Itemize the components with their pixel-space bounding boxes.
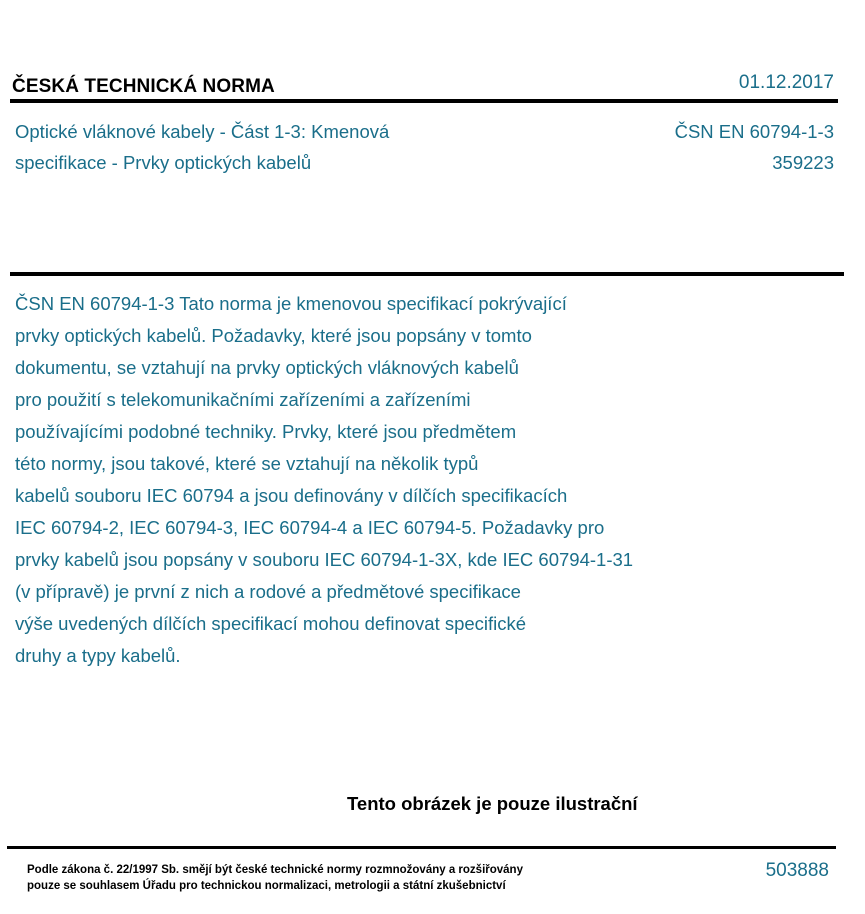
abstract-line: kabelů souboru IEC 60794 a jsou definovány v dílčích specifikacích [15, 485, 568, 506]
classification-code: 359223 [772, 152, 834, 173]
document-identifiers [675, 116, 834, 178]
legal-notice-line: pouze se souhlasem Úřadu pro technickou normalizaci, metrologii a státní zkušebnictví [27, 880, 506, 892]
norm-header-title: ČESKÁ TECHNICKÁ NORMA [12, 76, 275, 97]
bottom-divider [7, 846, 836, 849]
abstract-text [15, 288, 775, 672]
abstract-line: této normy, jsou takové, které se vztahují na několik typů [15, 453, 479, 474]
abstract-line: (v přípravě) je první z nich a rodové a předmětové specifikace [15, 581, 521, 602]
catalog-number: 503888 [765, 860, 829, 881]
abstract-line: prvky kabelů jsou popsány v souboru IEC 60794-1-3X, kde IEC 60794-1-31 [15, 549, 634, 570]
abstract-line: pro použití s telekomunikačními zařízeními a zařízeními [15, 389, 471, 410]
standard-number: ČSN EN 60794-1-3 [674, 121, 834, 142]
top-divider [10, 99, 838, 103]
abstract-line: ČSN EN 60794-1-3 Tato norma je kmenovou specifikací pokrývající [15, 293, 567, 314]
illustration-disclaimer: Tento obrázek je pouze ilustrační [347, 793, 638, 814]
abstract-line: prvky optických kabelů. Požadavky, které jsou popsány v tomto [15, 325, 532, 346]
abstract-line: dokumentu, se vztahují na prvky optických vláknových kabelů [15, 357, 519, 378]
document-title-line: Optické vláknové kabely - Část 1-3: Kmenová [15, 121, 390, 142]
document-title-line: specifikace - Prvky optických kabelů [15, 152, 312, 173]
legal-notice-line: Podle zákona č. 22/1997 Sb. smějí být české technické normy rozmnožovány a rozšiřovány [27, 864, 523, 876]
abstract-line: druhy a typy kabelů. [15, 645, 181, 666]
abstract-line: IEC 60794-2, IEC 60794-3, IEC 60794-4 a IEC 60794-5. Požadavky pro [15, 517, 605, 538]
publication-date: 01.12.2017 [738, 72, 834, 93]
middle-divider [10, 272, 844, 276]
document-title [15, 116, 485, 178]
abstract-line: používajícími podobné techniky. Prvky, které jsou předmětem [15, 421, 517, 442]
legal-notice [27, 862, 523, 894]
abstract-line: výše uvedených dílčích specifikací mohou definovat specifické [15, 613, 527, 634]
